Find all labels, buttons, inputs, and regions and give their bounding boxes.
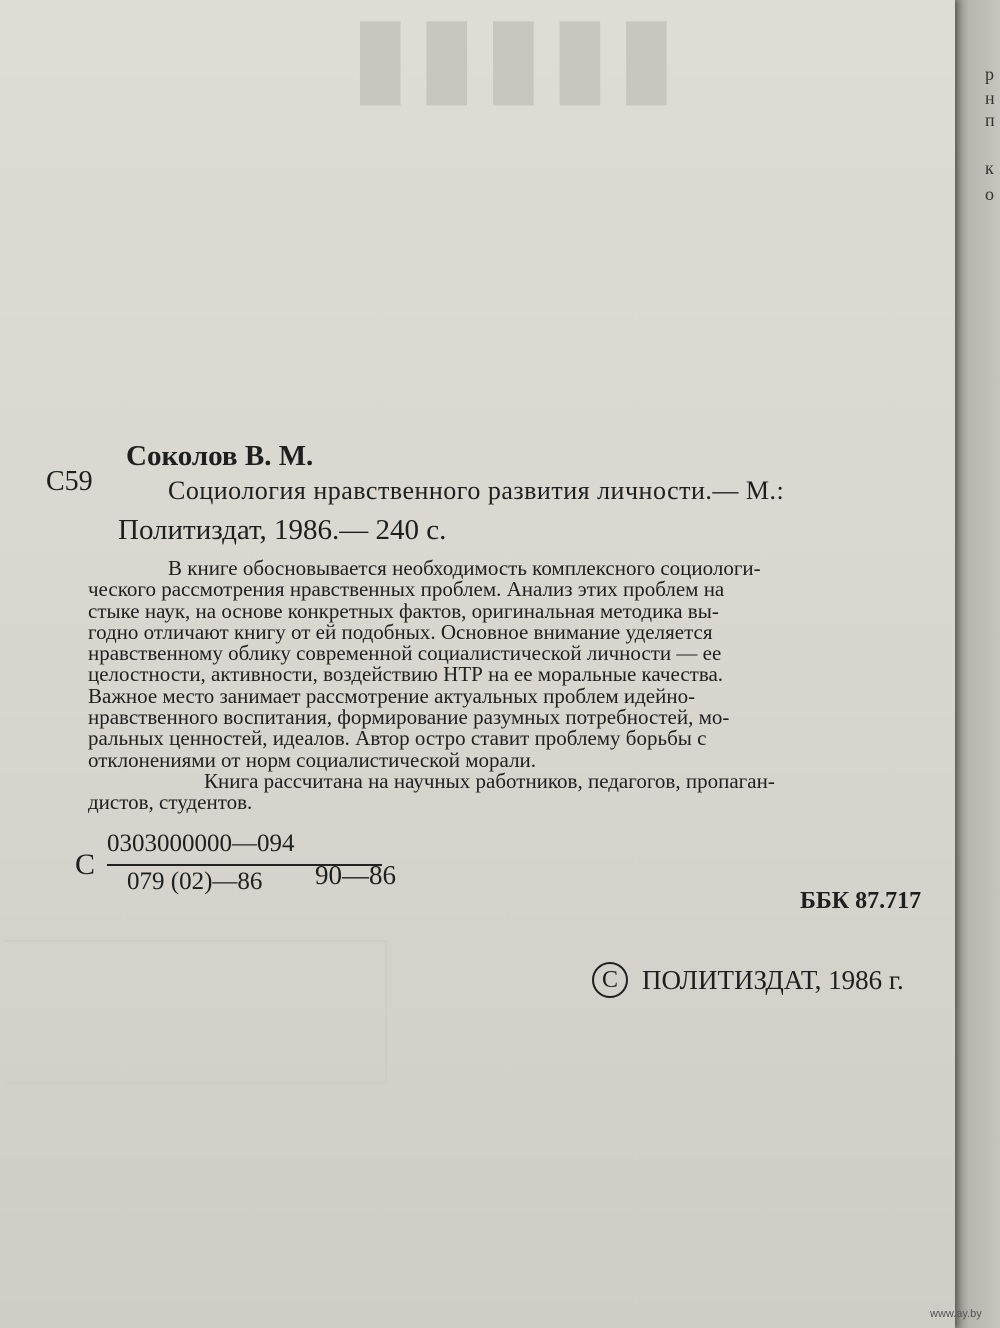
bleed-through-text: ▮▮▮▮▮ [350,0,683,116]
abstract [88,558,948,814]
abstract-line: нравственному облику современной социалистической личности — ее [88,641,722,666]
abstract-line: ральных ценностей, идеалов. Автор остро ставит проблему борьбы с [88,726,707,751]
abstract-line: дистов, студентов. [88,790,253,815]
abstract-line: нравственного воспитания, формирование разумных потребностей, мо- [88,705,730,730]
abstract-line: Книга рассчитана на научных работников, педагогов, пропаган- [204,768,775,793]
abstract-line: целостности, активности, воздействию НТР на ее моральные качества. [88,662,724,687]
abstract-line: стыке наук, на основе конкретных фактов, оригинальная методика вы- [88,598,719,623]
author: Соколов В. М. [126,440,314,472]
adjacent-page: р н п к о [955,0,1000,1328]
abstract-line: Важное место занимает рассмотрение актуальных проблем идейно- [88,683,696,708]
index-numerator: 0303000000—094 [107,830,295,857]
index-suffix: 90—86 [315,860,396,890]
abstract-line: отклонениями от норм социалистической морали. [88,747,537,772]
index-letter: С [75,848,96,881]
library-code: С59 [46,466,93,497]
copyright-text: ПОЛИТИЗДАТ, 1986 г. [642,964,904,995]
copyright [592,962,904,998]
abstract-line: ческого рассмотрения нравственных проблем. Анализ этих проблем на [88,577,725,602]
copyright-icon: С [592,962,628,998]
bleed-through-stamp [5,940,387,1084]
abstract-line: годно отличают книгу от ей подобных. Основное внимание уделяется [88,619,713,644]
watermark: www.ay.by [930,1308,982,1320]
bbk-code: ББК 87.717 [800,888,922,914]
index-denominator: 079 (02)—86 [127,868,263,895]
book-title: Социология нравственного развития личности.— М.: [168,476,785,505]
publisher-info: Политиздат, 1986.— 240 с. [118,514,447,546]
abstract-line: В книге обосновывается необходимость комплексного социологи- [168,556,761,580]
